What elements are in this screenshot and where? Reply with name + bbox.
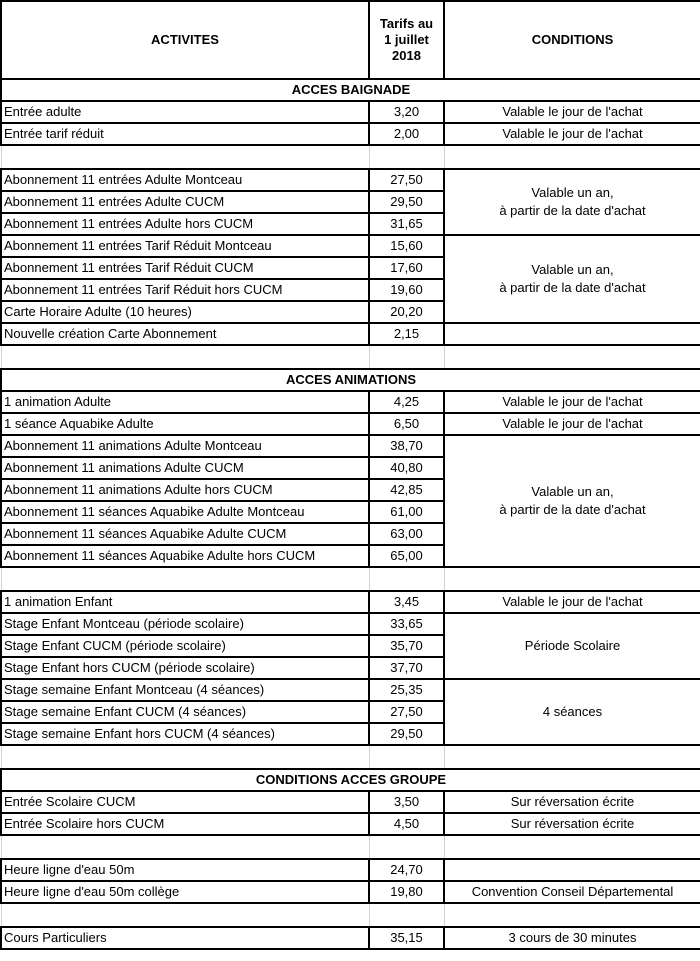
row-price: 35,70 xyxy=(369,635,444,657)
header-tarifs-line3: 2018 xyxy=(392,48,421,63)
row-condition: Valable le jour de l'achat xyxy=(444,391,700,413)
row-condition-merged xyxy=(444,435,700,567)
row-condition: Valable le jour de l'achat xyxy=(444,123,700,145)
table-row xyxy=(1,859,700,881)
row-price: 38,70 xyxy=(369,435,444,457)
spacer-row xyxy=(1,903,700,927)
table-row xyxy=(1,927,700,949)
condition-line1: Valable un an, xyxy=(531,185,614,200)
row-price: 20,20 xyxy=(369,301,444,323)
header-conditions: CONDITIONS xyxy=(444,1,700,79)
row-label: Heure ligne d'eau 50m collège xyxy=(1,881,369,903)
row-price: 17,60 xyxy=(369,257,444,279)
table-row xyxy=(1,169,700,191)
row-price: 25,35 xyxy=(369,679,444,701)
row-condition-merged xyxy=(444,235,700,323)
row-price: 29,50 xyxy=(369,723,444,745)
row-label: Entrée Scolaire CUCM xyxy=(1,791,369,813)
section-row-groupe xyxy=(1,769,700,791)
row-label: Abonnement 11 animations Adulte hors CUCM xyxy=(1,479,369,501)
row-label: Stage Enfant Montceau (période scolaire) xyxy=(1,613,369,635)
row-label: 1 animation Enfant xyxy=(1,591,369,613)
row-label: Abonnement 11 séances Aquabike Adulte hors CUCM xyxy=(1,545,369,567)
row-condition: Convention Conseil Départemental xyxy=(444,881,700,903)
row-price: 27,50 xyxy=(369,169,444,191)
row-label: Heure ligne d'eau 50m xyxy=(1,859,369,881)
row-price: 24,70 xyxy=(369,859,444,881)
row-price: 3,45 xyxy=(369,591,444,613)
spacer-row xyxy=(1,567,700,591)
row-price: 61,00 xyxy=(369,501,444,523)
row-price: 2,15 xyxy=(369,323,444,345)
row-label: Entrée Scolaire hors CUCM xyxy=(1,813,369,835)
row-price: 37,70 xyxy=(369,657,444,679)
row-label: Abonnement 11 entrées Adulte CUCM xyxy=(1,191,369,213)
spacer-row xyxy=(1,835,700,859)
row-condition: Sur réversation écrite xyxy=(444,813,700,835)
row-price: 29,50 xyxy=(369,191,444,213)
condition-line1: Valable un an, xyxy=(531,484,614,499)
row-condition-empty xyxy=(444,859,700,881)
row-label: Abonnement 11 entrées Tarif Réduit Montceau xyxy=(1,235,369,257)
row-label: Abonnement 11 entrées Adulte Montceau xyxy=(1,169,369,191)
condition-line1: Valable un an, xyxy=(531,262,614,277)
row-label: Stage Enfant CUCM (période scolaire) xyxy=(1,635,369,657)
row-condition-empty xyxy=(444,323,700,345)
header-tarifs-line1: Tarifs au xyxy=(379,16,434,31)
row-price: 19,80 xyxy=(369,881,444,903)
row-label: Stage semaine Enfant hors CUCM (4 séances) xyxy=(1,723,369,745)
section-title-baignade: ACCES BAIGNADE xyxy=(1,79,700,101)
row-label: Abonnement 11 séances Aquabike Adulte Montceau xyxy=(1,501,369,523)
table-row xyxy=(1,123,700,145)
row-price: 63,00 xyxy=(369,523,444,545)
row-price: 15,60 xyxy=(369,235,444,257)
row-condition: Valable le jour de l'achat xyxy=(444,413,700,435)
row-label: Stage semaine Enfant CUCM (4 séances) xyxy=(1,701,369,723)
table-row xyxy=(1,435,700,457)
row-condition: 3 cours de 30 minutes xyxy=(444,927,700,949)
section-title-groupe: CONDITIONS ACCES GROUPE xyxy=(1,769,700,791)
table-row xyxy=(1,613,700,635)
row-price: 3,50 xyxy=(369,791,444,813)
row-label: Abonnement 11 entrées Adulte hors CUCM xyxy=(1,213,369,235)
row-condition-merged: Période Scolaire xyxy=(444,613,700,679)
header-tarifs xyxy=(369,1,444,79)
row-label: Cours Particuliers xyxy=(1,927,369,949)
table-header-row xyxy=(1,1,700,79)
table-row xyxy=(1,813,700,835)
row-condition: Valable le jour de l'achat xyxy=(444,101,700,123)
condition-line2: à partir de la date d'achat xyxy=(499,502,646,517)
row-price: 19,60 xyxy=(369,279,444,301)
row-label: Stage semaine Enfant Montceau (4 séances) xyxy=(1,679,369,701)
header-tarifs-line2: 1 juillet xyxy=(384,32,429,47)
table-row xyxy=(1,591,700,613)
row-price: 35,15 xyxy=(369,927,444,949)
table-row xyxy=(1,679,700,701)
row-label: Carte Horaire Adulte (10 heures) xyxy=(1,301,369,323)
row-price: 31,65 xyxy=(369,213,444,235)
table-row xyxy=(1,791,700,813)
table-row xyxy=(1,413,700,435)
row-label: Stage Enfant hors CUCM (période scolaire) xyxy=(1,657,369,679)
spacer-row xyxy=(1,345,700,369)
table-row xyxy=(1,235,700,257)
section-row-baignade xyxy=(1,79,700,101)
spacer-row xyxy=(1,745,700,769)
row-condition-merged: 4 séances xyxy=(444,679,700,745)
row-price: 27,50 xyxy=(369,701,444,723)
header-activites: ACTIVITES xyxy=(1,1,369,79)
row-condition: Sur réversation écrite xyxy=(444,791,700,813)
table-row xyxy=(1,881,700,903)
row-label: Abonnement 11 animations Adulte Montceau xyxy=(1,435,369,457)
row-label: Abonnement 11 entrées Tarif Réduit CUCM xyxy=(1,257,369,279)
row-label: Abonnement 11 animations Adulte CUCM xyxy=(1,457,369,479)
row-price: 65,00 xyxy=(369,545,444,567)
row-label: Abonnement 11 séances Aquabike Adulte CUCM xyxy=(1,523,369,545)
row-price: 33,65 xyxy=(369,613,444,635)
spacer-row xyxy=(1,145,700,169)
table-row xyxy=(1,101,700,123)
row-price: 4,25 xyxy=(369,391,444,413)
row-condition: Valable le jour de l'achat xyxy=(444,591,700,613)
row-label: Abonnement 11 entrées Tarif Réduit hors CUCM xyxy=(1,279,369,301)
row-condition-merged xyxy=(444,169,700,235)
condition-line2: à partir de la date d'achat xyxy=(499,203,646,218)
row-price: 42,85 xyxy=(369,479,444,501)
condition-line2: à partir de la date d'achat xyxy=(499,280,646,295)
table-row xyxy=(1,391,700,413)
row-label: Nouvelle création Carte Abonnement xyxy=(1,323,369,345)
row-label: Entrée adulte xyxy=(1,101,369,123)
row-label: Entrée tarif réduit xyxy=(1,123,369,145)
row-price: 2,00 xyxy=(369,123,444,145)
section-row-animations xyxy=(1,369,700,391)
row-price: 3,20 xyxy=(369,101,444,123)
row-price: 40,80 xyxy=(369,457,444,479)
table-row xyxy=(1,323,700,345)
row-price: 4,50 xyxy=(369,813,444,835)
row-label: 1 animation Adulte xyxy=(1,391,369,413)
row-price: 6,50 xyxy=(369,413,444,435)
section-title-animations: ACCES ANIMATIONS xyxy=(1,369,700,391)
row-label: 1 séance Aquabike Adulte xyxy=(1,413,369,435)
